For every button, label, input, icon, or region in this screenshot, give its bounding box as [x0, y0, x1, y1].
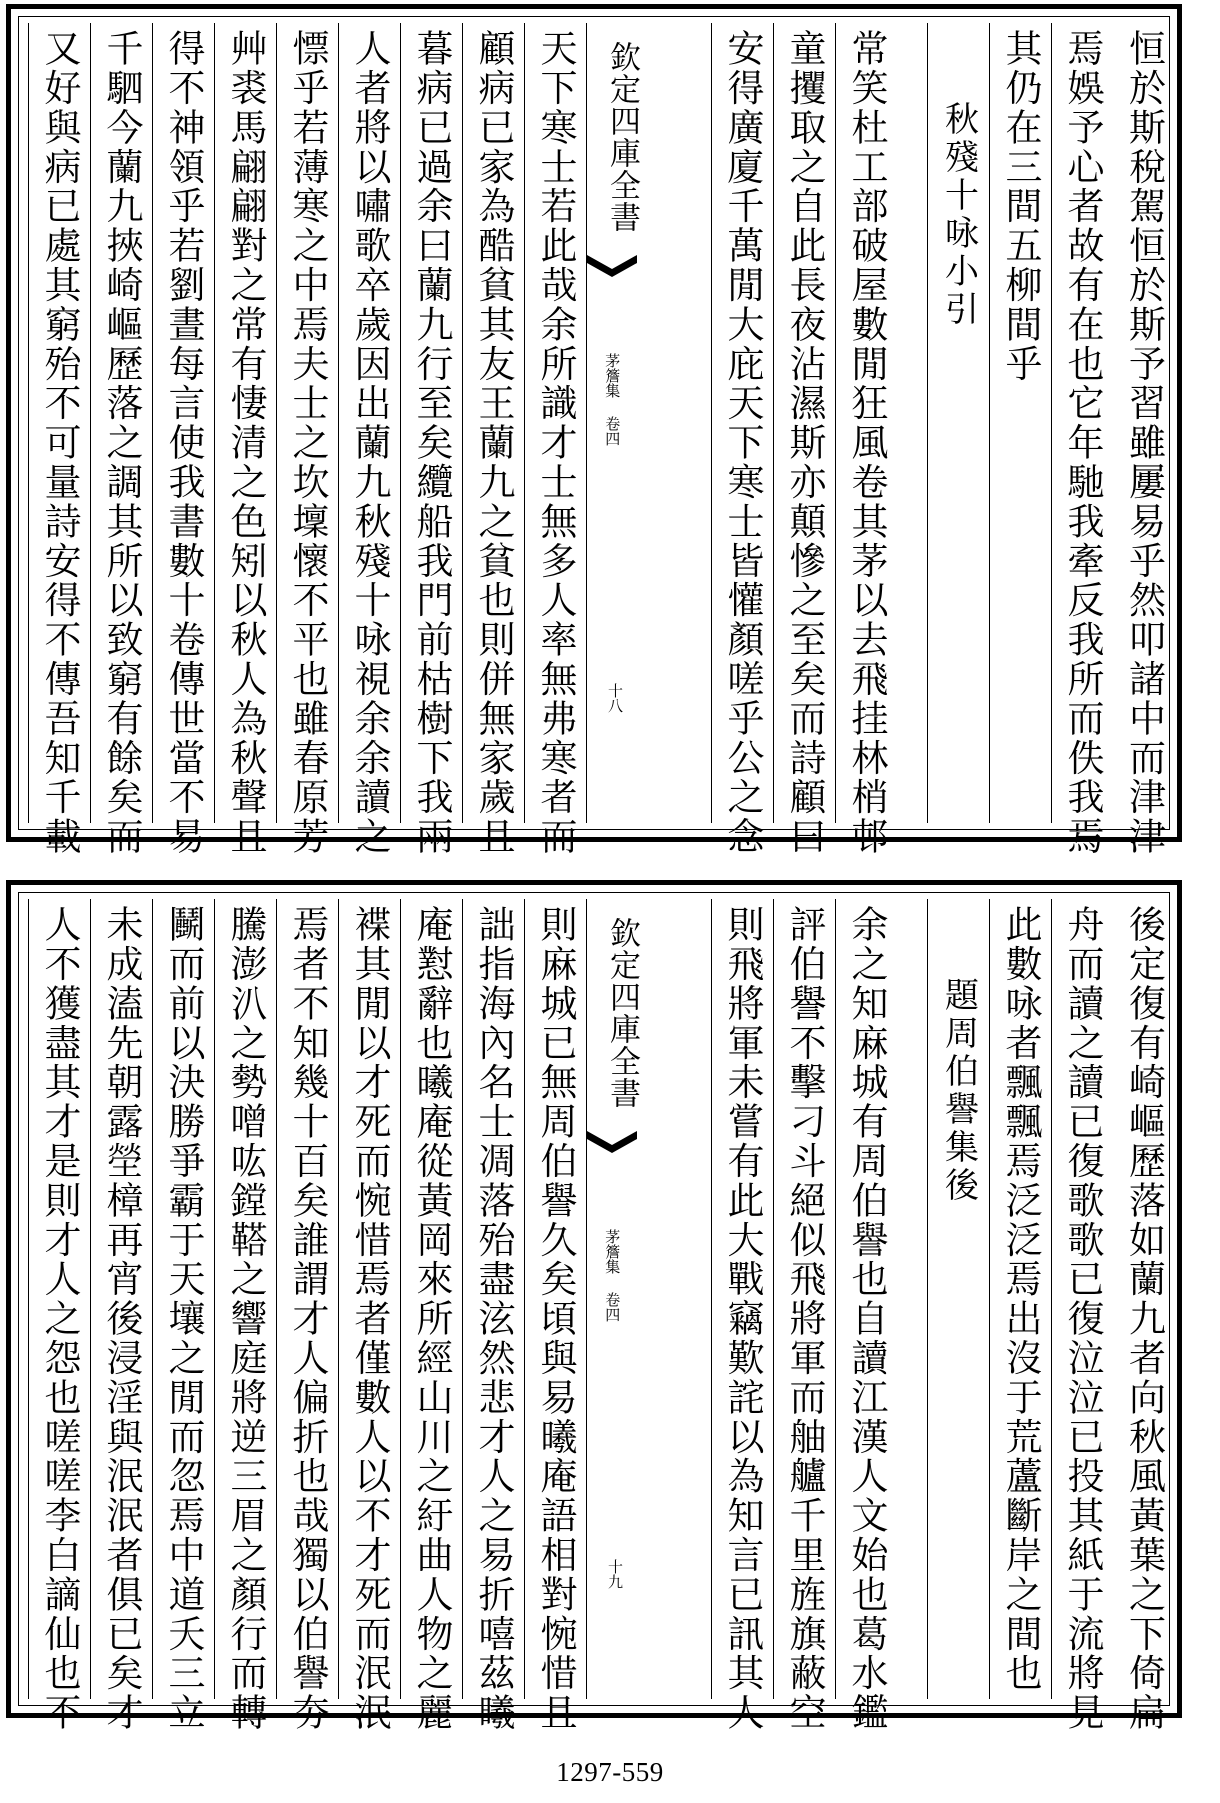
text-column [773, 899, 835, 1733]
column-text: 慓乎若薄寒之中焉夫士之坎壈懷不平也雖春原芳 [286, 29, 329, 857]
footer-page-code: 1297-559 [556, 1757, 664, 1787]
column-text: 後定復有崎嶇歷落如蘭九者向秋風黃葉之下倚扁 [1122, 905, 1166, 1733]
column-text: 褋其閒以才死而惋惜焉者僅數人以不才死而泯泯 [348, 905, 391, 1733]
text-column [214, 899, 276, 1733]
section-title: 秋殘十咏小引 [938, 101, 979, 329]
column-text: 焉者不知幾十百矣誰謂才人偏折也哉獨以伯譽夯 [286, 905, 329, 1733]
text-column [711, 899, 773, 1733]
fish-tail-mark [587, 255, 637, 277]
column-text: 人者將以嘯歌卒歲因出蘭九秋殘十咏視余余讀之 [348, 29, 391, 857]
column-text: 則麻城已無周伯譽久矣頃與易曦庵語相對惋惜且 [534, 905, 577, 1733]
text-column [400, 23, 462, 857]
column-text: 騰澎汃之勢噌吰鏜鞳之響庭將逆三眉之顏行而轉 [224, 905, 267, 1733]
text-column [462, 23, 524, 857]
column-text: 暮病已過余曰蘭九行至矣纜船我門前枯樹下我兩 [410, 29, 453, 857]
page-bottom [6, 880, 1182, 1733]
column-text: 常笑杜工部破屋數閒狂風卷其茅以去飛挂林梢邨 [845, 29, 888, 857]
text-column [152, 899, 214, 1733]
column-text: 天下寒士若此哉余所識才士無多人率無弗寒者而 [534, 29, 577, 857]
block-center [586, 899, 640, 1699]
column-text: 恒於斯稅駕恒於斯予習雖屢易乎然叩諸中而津津 [1122, 29, 1166, 857]
column-text: 余之知麻城有周伯譽也自讀江漢人文始也葛水鑑 [845, 905, 888, 1733]
column-text: 童攫取之自此長夜沾濕斯亦顛慘之至矣而詩顧曰 [783, 29, 826, 857]
fish-tail-mark [587, 1131, 637, 1153]
column-text: 則飛將軍未嘗有此大戰竊歎詫以為知言已訊其人 [721, 905, 764, 1733]
column-text: 鬭而前以決勝爭霸于天壤之閒而忽焉中道夭三立 [162, 905, 205, 1733]
text-column [338, 899, 400, 1733]
column-text: 顧病已家為酷貧其友王蘭九之貧也則併無家歲且 [472, 29, 515, 857]
book-title: 茅簷集 卷四 [603, 353, 622, 446]
text-column [276, 899, 338, 1733]
text-column [28, 23, 90, 857]
text-column [1051, 899, 1113, 1733]
text-column [400, 899, 462, 1733]
column-text: 此數咏者飄飄焉泛泛焉出沒于荒蘆斷岸之間也 [999, 905, 1042, 1693]
text-column [524, 23, 586, 857]
text-column [835, 899, 897, 1733]
text-column [214, 23, 276, 857]
text-column [90, 899, 152, 1733]
book-title: 茅簷集 卷四 [603, 1229, 622, 1322]
page-top [6, 4, 1182, 857]
text-column [276, 23, 338, 857]
page-number: 十九 [606, 1559, 624, 1589]
column-text: 焉娛予心者故有在也它年馳我牽反我所而佚我焉 [1061, 29, 1104, 857]
column-text: 千駟今蘭九挾崎嶇歷落之調其所以致窮有餘矣而 [100, 29, 143, 857]
column-text: 得不神領乎若劉晝每言使我書數十卷傳世當不易 [162, 29, 205, 857]
text-column [773, 23, 835, 857]
column-text: 又好與病已處其窮殆不可量詩安得不傳吾知千載 [38, 29, 81, 857]
text-column [338, 23, 400, 857]
text-column [1113, 899, 1175, 1733]
column-text: 艸裘馬翩翩對之常有悽清之色矧以秋人為秋聲且 [224, 29, 267, 857]
section-title: 題周伯譽集後 [938, 977, 979, 1205]
text-column [90, 23, 152, 857]
column-text: 舟而讀之讀已復歌歌已復泣泣已投其紙于流將見 [1061, 905, 1104, 1733]
column-text: 庵懟辭也曦庵從黃岡來所經山川之紆曲人物之麗 [410, 905, 453, 1733]
column-text: 其仍在三間五柳間乎 [999, 29, 1042, 384]
column-text: 人不獲盡其才是則才人之怨也嗟嗟李白謫仙也不 [38, 905, 81, 1733]
text-column [1051, 23, 1113, 857]
column-text: 未成溘先朝露塋樟再宵後浸淫與泯泯者俱已矣才 [100, 905, 143, 1733]
section-title-column [927, 23, 989, 823]
text-column [28, 899, 90, 1733]
page-number: 十八 [606, 683, 624, 713]
text-column [711, 23, 773, 857]
column-text: 評伯譽不擊刁斗絕似飛將軍而舳艫千里旌旗蔽空 [783, 905, 826, 1733]
block-center [586, 23, 640, 823]
text-column [835, 23, 897, 857]
column-text: 安得廣廈千萬閒大庇天下寒士皆懽顏嗟乎公之念 [721, 29, 764, 857]
block-header: 欽定四庫全書 [604, 41, 640, 233]
text-column [1113, 23, 1175, 857]
text-column [462, 899, 524, 1733]
text-column [989, 23, 1051, 823]
block-header: 欽定四庫全書 [604, 917, 640, 1109]
text-column [989, 899, 1051, 1699]
section-title-column [927, 899, 989, 1699]
column-text: 詘指海內名士凋落殆盡泫然悲才人之易折嘻茲曦 [472, 905, 515, 1733]
text-column [152, 23, 214, 857]
text-column [524, 899, 586, 1733]
